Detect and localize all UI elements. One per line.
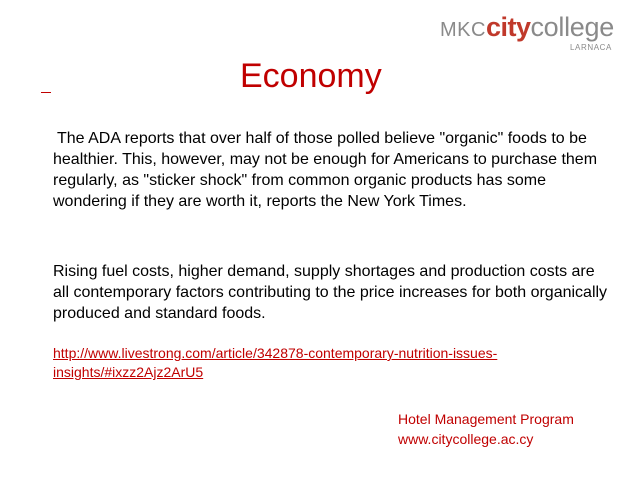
logo-location-text: LARNACA bbox=[570, 43, 612, 52]
paragraph-rising-costs: Rising fuel costs, higher demand, supply shortages and production costs are all contemporary factors contributing to the price increases for both organically produced and standard foods. bbox=[53, 263, 608, 322]
footer-website[interactable]: www.citycollege.ac.cy bbox=[398, 431, 534, 447]
bullet-dash bbox=[41, 92, 51, 93]
logo-mkc-text: MKC bbox=[440, 19, 486, 41]
source-link[interactable]: http://www.livestrong.com/article/342878-contemporary-nutrition-issues-insights/#ixzz2Ajz2ArU5 bbox=[53, 345, 498, 380]
footer-block bbox=[398, 409, 574, 449]
logo-city-text: city bbox=[485, 12, 531, 42]
footer-program: Hotel Management Program bbox=[398, 411, 574, 427]
slide-title: Economy bbox=[240, 57, 382, 95]
paragraph-ada-report: The ADA reports that over half of those polled believe "organic" foods to be healthier. This, however, may not be enough for Americans to purchase them regularly, as "sticker shock" from common organic products has some wondering if they are worth it, reports the New York Times. bbox=[53, 130, 598, 210]
mkc-city-college-logo bbox=[440, 10, 620, 58]
logo-college-text: college bbox=[530, 12, 614, 42]
